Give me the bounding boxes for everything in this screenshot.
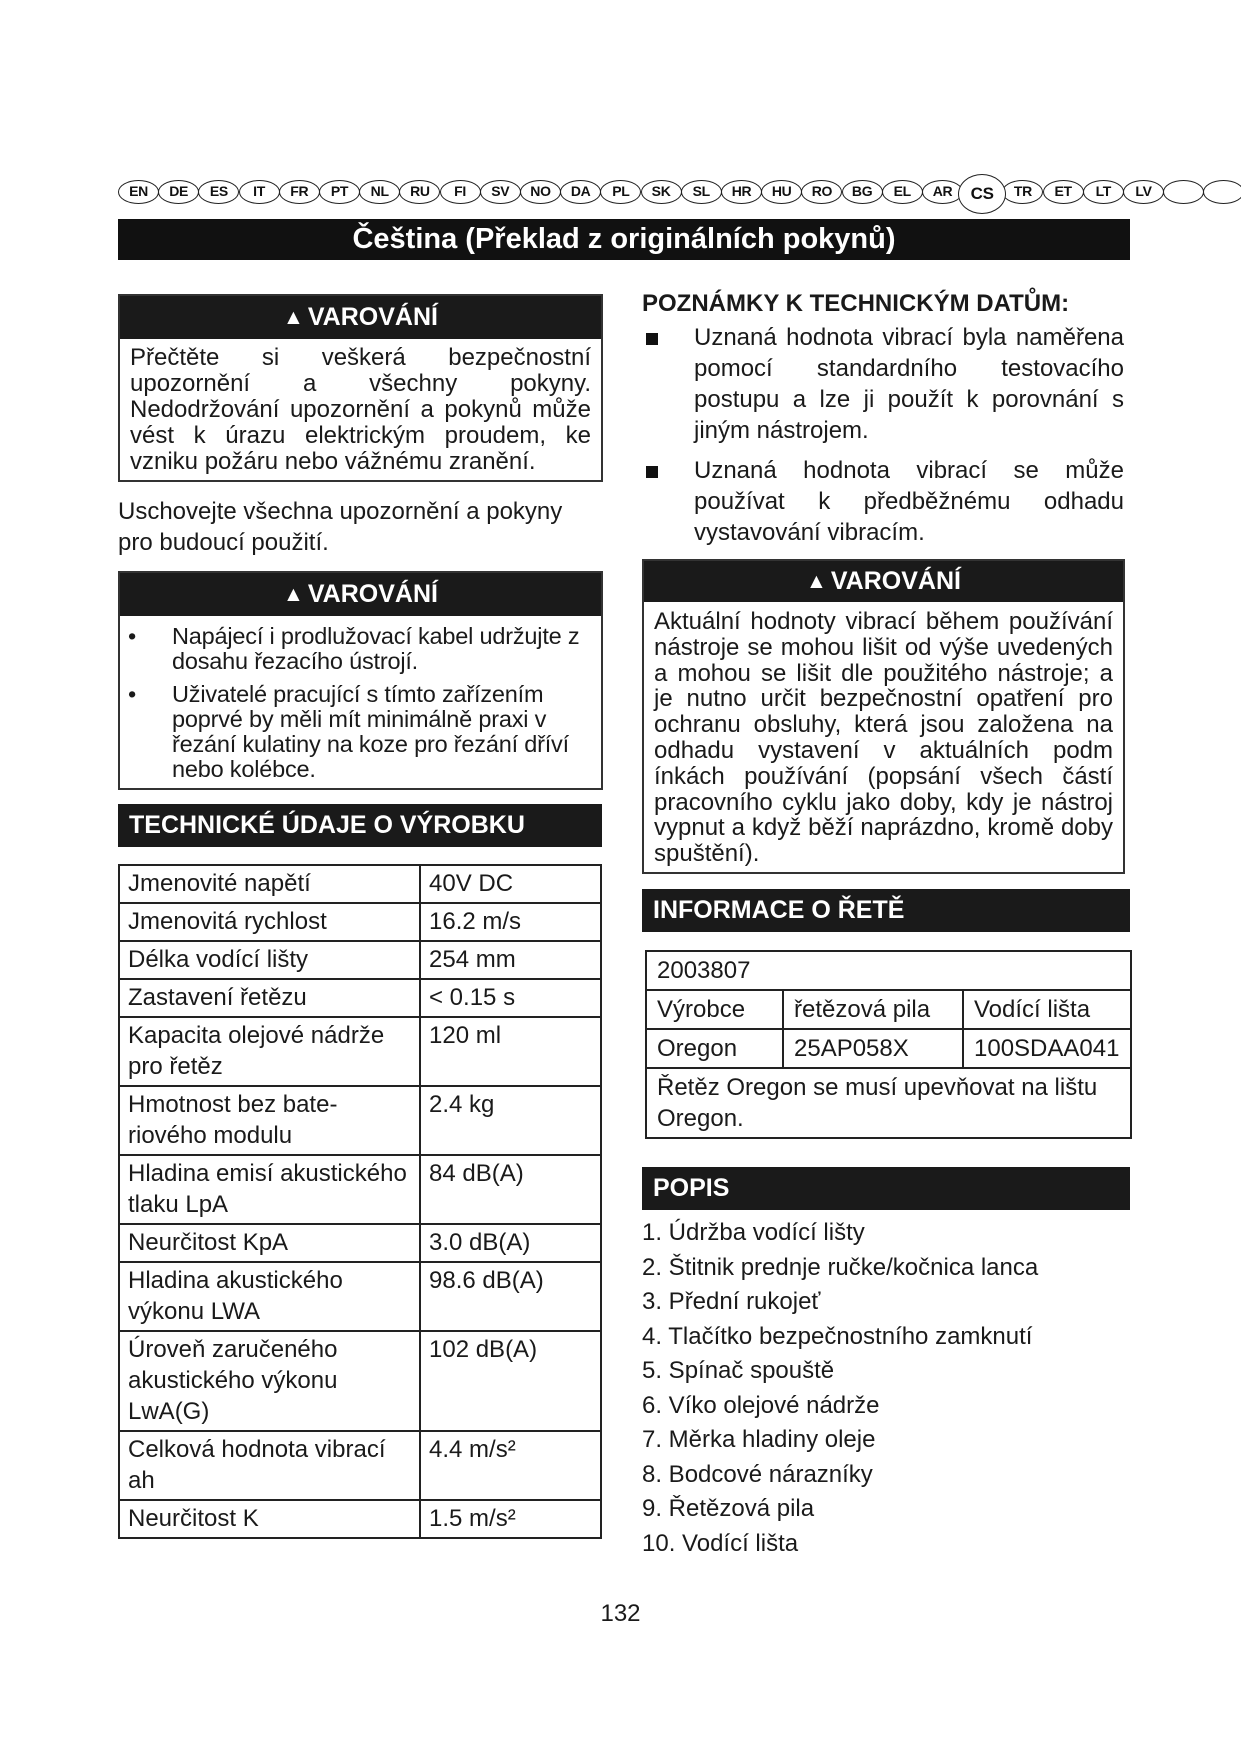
language-tab-tr[interactable]: TR bbox=[1002, 180, 1043, 204]
spec-label: Zastavení řetězu bbox=[119, 979, 420, 1017]
language-tab-et[interactable]: ET bbox=[1043, 180, 1084, 204]
language-tab-nl[interactable]: NL bbox=[359, 180, 400, 204]
notes-list bbox=[642, 322, 1124, 557]
spec-label: Kapacita olejové nádrže pro řetěz bbox=[119, 1017, 420, 1086]
description-item: 5. Spínač spouště bbox=[642, 1357, 835, 1384]
page-number: 132 bbox=[600, 1600, 641, 1627]
language-tab-ro[interactable]: RO bbox=[801, 180, 842, 204]
warning-text: Aktuální hodnoty vibrací během používání nástroje se mohou lišit od výše uvedených a mohou se lišit dle použitého nástroje; a je nutno určit bezpečnostní opatření pro ochranu obsluhy, která jsou založena na odhadu vystavení v aktuálních podm ínkách používání (popsání všech částí pracovního cyklu jako doby, kdy je nástroj vypnut a když běží naprázdno, kromě doby spuštění). bbox=[654, 608, 1113, 868]
warning-item: • Uživatelé pracující s tímto zařízením poprvé by měli mít minimálně praxi v řezání kulatiny na koze pro řezání dříví nebo kolébce. bbox=[120, 682, 601, 782]
language-tab-es[interactable]: ES bbox=[198, 180, 239, 204]
spec-value: 254 mm bbox=[420, 941, 601, 979]
warning-header bbox=[120, 296, 601, 339]
language-tab-it[interactable]: IT bbox=[239, 180, 280, 204]
language-tab-fi[interactable]: FI bbox=[440, 180, 481, 204]
language-tab-ru[interactable]: RU bbox=[399, 180, 440, 204]
notes-title: POZNÁMKY K TECHNICKÝM DATŮM: bbox=[642, 290, 1070, 317]
warning-box-3 bbox=[642, 559, 1125, 874]
spec-row bbox=[119, 941, 601, 979]
chain-note: Řetěz Oregon se musí upevňovat na lištu Oregon. bbox=[646, 1068, 1131, 1138]
warning-title: VAROVÁNÍ bbox=[307, 303, 438, 331]
spec-label: Hladina emisí akustického tlaku LpA bbox=[119, 1155, 420, 1224]
warning-title: VAROVÁNÍ bbox=[307, 580, 438, 608]
description-item: 2. Štitnik prednje ručke/kočnica lanca bbox=[642, 1253, 1039, 1281]
chain-section-header: INFORMACE O ŘETĚ bbox=[642, 889, 1130, 932]
chain-header-cell: řetězová pila bbox=[783, 990, 963, 1029]
language-tab-lt[interactable]: LT bbox=[1083, 180, 1124, 204]
description-item: 6. Víko olejové nádrže bbox=[642, 1391, 880, 1419]
spec-row bbox=[119, 1224, 601, 1262]
chain-code: 2003807 bbox=[646, 951, 1131, 990]
spec-label: Délka vodící lišty bbox=[119, 941, 420, 979]
language-tab-ar[interactable]: AR bbox=[922, 180, 963, 204]
specs-section-header: TECHNICKÉ ÚDAJE O VÝROBKU bbox=[118, 804, 602, 847]
spec-value: 4.4 m/s² bbox=[420, 1431, 601, 1500]
spec-value: 120 ml bbox=[420, 1017, 601, 1086]
warning-item: • Napájecí i prodlužovací kabel udržujte z dosahu řezacího ústrojí. bbox=[120, 624, 601, 674]
spec-row bbox=[119, 903, 601, 941]
warning-icon: ▲ bbox=[806, 570, 827, 593]
language-tab-blank[interactable] bbox=[1203, 180, 1241, 204]
chain-header-cell: Vodící lišta bbox=[963, 990, 1131, 1029]
description-list bbox=[642, 1216, 1130, 1561]
spec-value: 98.6 dB(A) bbox=[420, 1262, 601, 1331]
language-tab-lv[interactable]: LV bbox=[1123, 180, 1164, 204]
spec-label: Hmotnost bez bate-riového modulu bbox=[119, 1086, 420, 1155]
language-tab-el[interactable]: EL bbox=[882, 180, 923, 204]
description-section-header: POPIS bbox=[642, 1167, 1130, 1210]
warning-title: VAROVÁNÍ bbox=[830, 567, 961, 595]
chain-value-cell: 100SDAA041 bbox=[963, 1029, 1131, 1068]
spec-label: Jmenovité napětí bbox=[119, 865, 420, 903]
description-item: 7. Měrka hladiny oleje bbox=[642, 1426, 876, 1453]
language-tab-sl[interactable]: SL bbox=[681, 180, 722, 204]
language-tab-fr[interactable]: FR bbox=[279, 180, 320, 204]
spec-label: Neurčitost KpA bbox=[119, 1224, 420, 1262]
spec-label: Úroveň zaručeného akustického výkonu LwA(G) bbox=[119, 1331, 420, 1431]
warning-header bbox=[120, 573, 601, 616]
description-item: 1. Údržba vodící lišty bbox=[642, 1219, 865, 1246]
language-tab-pt[interactable]: PT bbox=[319, 180, 360, 204]
spec-value: 40V DC bbox=[420, 865, 601, 903]
warning-icon: ▲ bbox=[283, 583, 304, 606]
language-tab-cs[interactable]: CS bbox=[958, 174, 1006, 214]
language-tab-de[interactable]: DE bbox=[158, 180, 199, 204]
warning-text: Přečtěte si veškerá bezpečnostní upozornění a všechny pokyny. Nedodržování upozornění a pokynů může vést k úrazu elektrickým proudem, ke vzniku požáru nebo vážnému zranění. bbox=[130, 344, 591, 475]
spec-value: 102 dB(A) bbox=[420, 1331, 601, 1431]
description-item: 4. Tlačítko bezpečnostního zamknutí bbox=[642, 1322, 1033, 1350]
language-tab-bg[interactable]: BG bbox=[842, 180, 883, 204]
spec-value: 3.0 dB(A) bbox=[420, 1224, 601, 1262]
spec-value: 1.5 m/s² bbox=[420, 1500, 601, 1538]
spec-value: 2.4 kg bbox=[420, 1086, 601, 1155]
spec-row bbox=[119, 1331, 601, 1431]
warning-box-2 bbox=[118, 571, 603, 790]
note-item: Uznaná hodnota vibrací se může používat k předběžnému odhadu vystavování vibracím. bbox=[642, 455, 1124, 548]
description-item: 3. Přední rukojeť bbox=[642, 1288, 821, 1315]
spec-row bbox=[119, 1262, 601, 1331]
spec-label: Neurčitost K bbox=[119, 1500, 420, 1538]
description-item: 8. Bodcové nárazníky bbox=[642, 1460, 873, 1488]
page-title: Čeština (Překlad z originálních pokynů) bbox=[118, 219, 1130, 260]
spec-row bbox=[119, 1155, 601, 1224]
spec-row bbox=[119, 979, 601, 1017]
spec-value: 84 dB(A) bbox=[420, 1155, 601, 1224]
chain-value-cell: 25AP058X bbox=[783, 1029, 963, 1068]
spec-row bbox=[119, 1017, 601, 1086]
spec-row bbox=[119, 1431, 601, 1500]
spec-row bbox=[119, 1086, 601, 1155]
description-item: 9. Řetězová pila bbox=[642, 1495, 815, 1522]
specs-table bbox=[118, 864, 602, 1539]
spec-row bbox=[119, 1500, 601, 1538]
chain-header-cell: Výrobce bbox=[646, 990, 783, 1029]
warning-icon: ▲ bbox=[283, 306, 304, 329]
spec-value: < 0.15 s bbox=[420, 979, 601, 1017]
language-tab-sv[interactable]: SV bbox=[480, 180, 521, 204]
language-tab-blank[interactable] bbox=[1163, 180, 1204, 204]
note-item: Uznaná hodnota vibrací byla naměřena pomocí standardního testovacího postupu a lze ji použít k porovnání s jiným nástrojem. bbox=[642, 322, 1124, 446]
language-tab-da[interactable]: DA bbox=[560, 180, 601, 204]
keep-instructions-text: Uschovejte všechna upozornění a pokyny pro budoucí použití. bbox=[118, 498, 563, 556]
spec-value: 16.2 m/s bbox=[420, 903, 601, 941]
language-tab-no[interactable]: NO bbox=[520, 180, 561, 204]
language-tab-pl[interactable]: PL bbox=[600, 180, 641, 204]
spec-label: Jmenovitá rychlost bbox=[119, 903, 420, 941]
language-tab-hu[interactable]: HU bbox=[761, 180, 802, 204]
warning-box-1 bbox=[118, 294, 603, 482]
language-tab-en[interactable]: EN bbox=[118, 180, 159, 204]
description-item: 10. Vodící lišta bbox=[642, 1529, 799, 1557]
chain-value-cell: Oregon bbox=[646, 1029, 783, 1068]
spec-row bbox=[119, 865, 601, 903]
language-tab-sk[interactable]: SK bbox=[641, 180, 682, 204]
warning-header bbox=[644, 561, 1123, 602]
language-tab-hr[interactable]: HR bbox=[721, 180, 762, 204]
spec-label: Celková hodnota vibrací ah bbox=[119, 1431, 420, 1500]
spec-label: Hladina akustického výkonu LWA bbox=[119, 1262, 420, 1331]
warning-list bbox=[120, 616, 601, 782]
chain-table bbox=[645, 950, 1132, 1139]
